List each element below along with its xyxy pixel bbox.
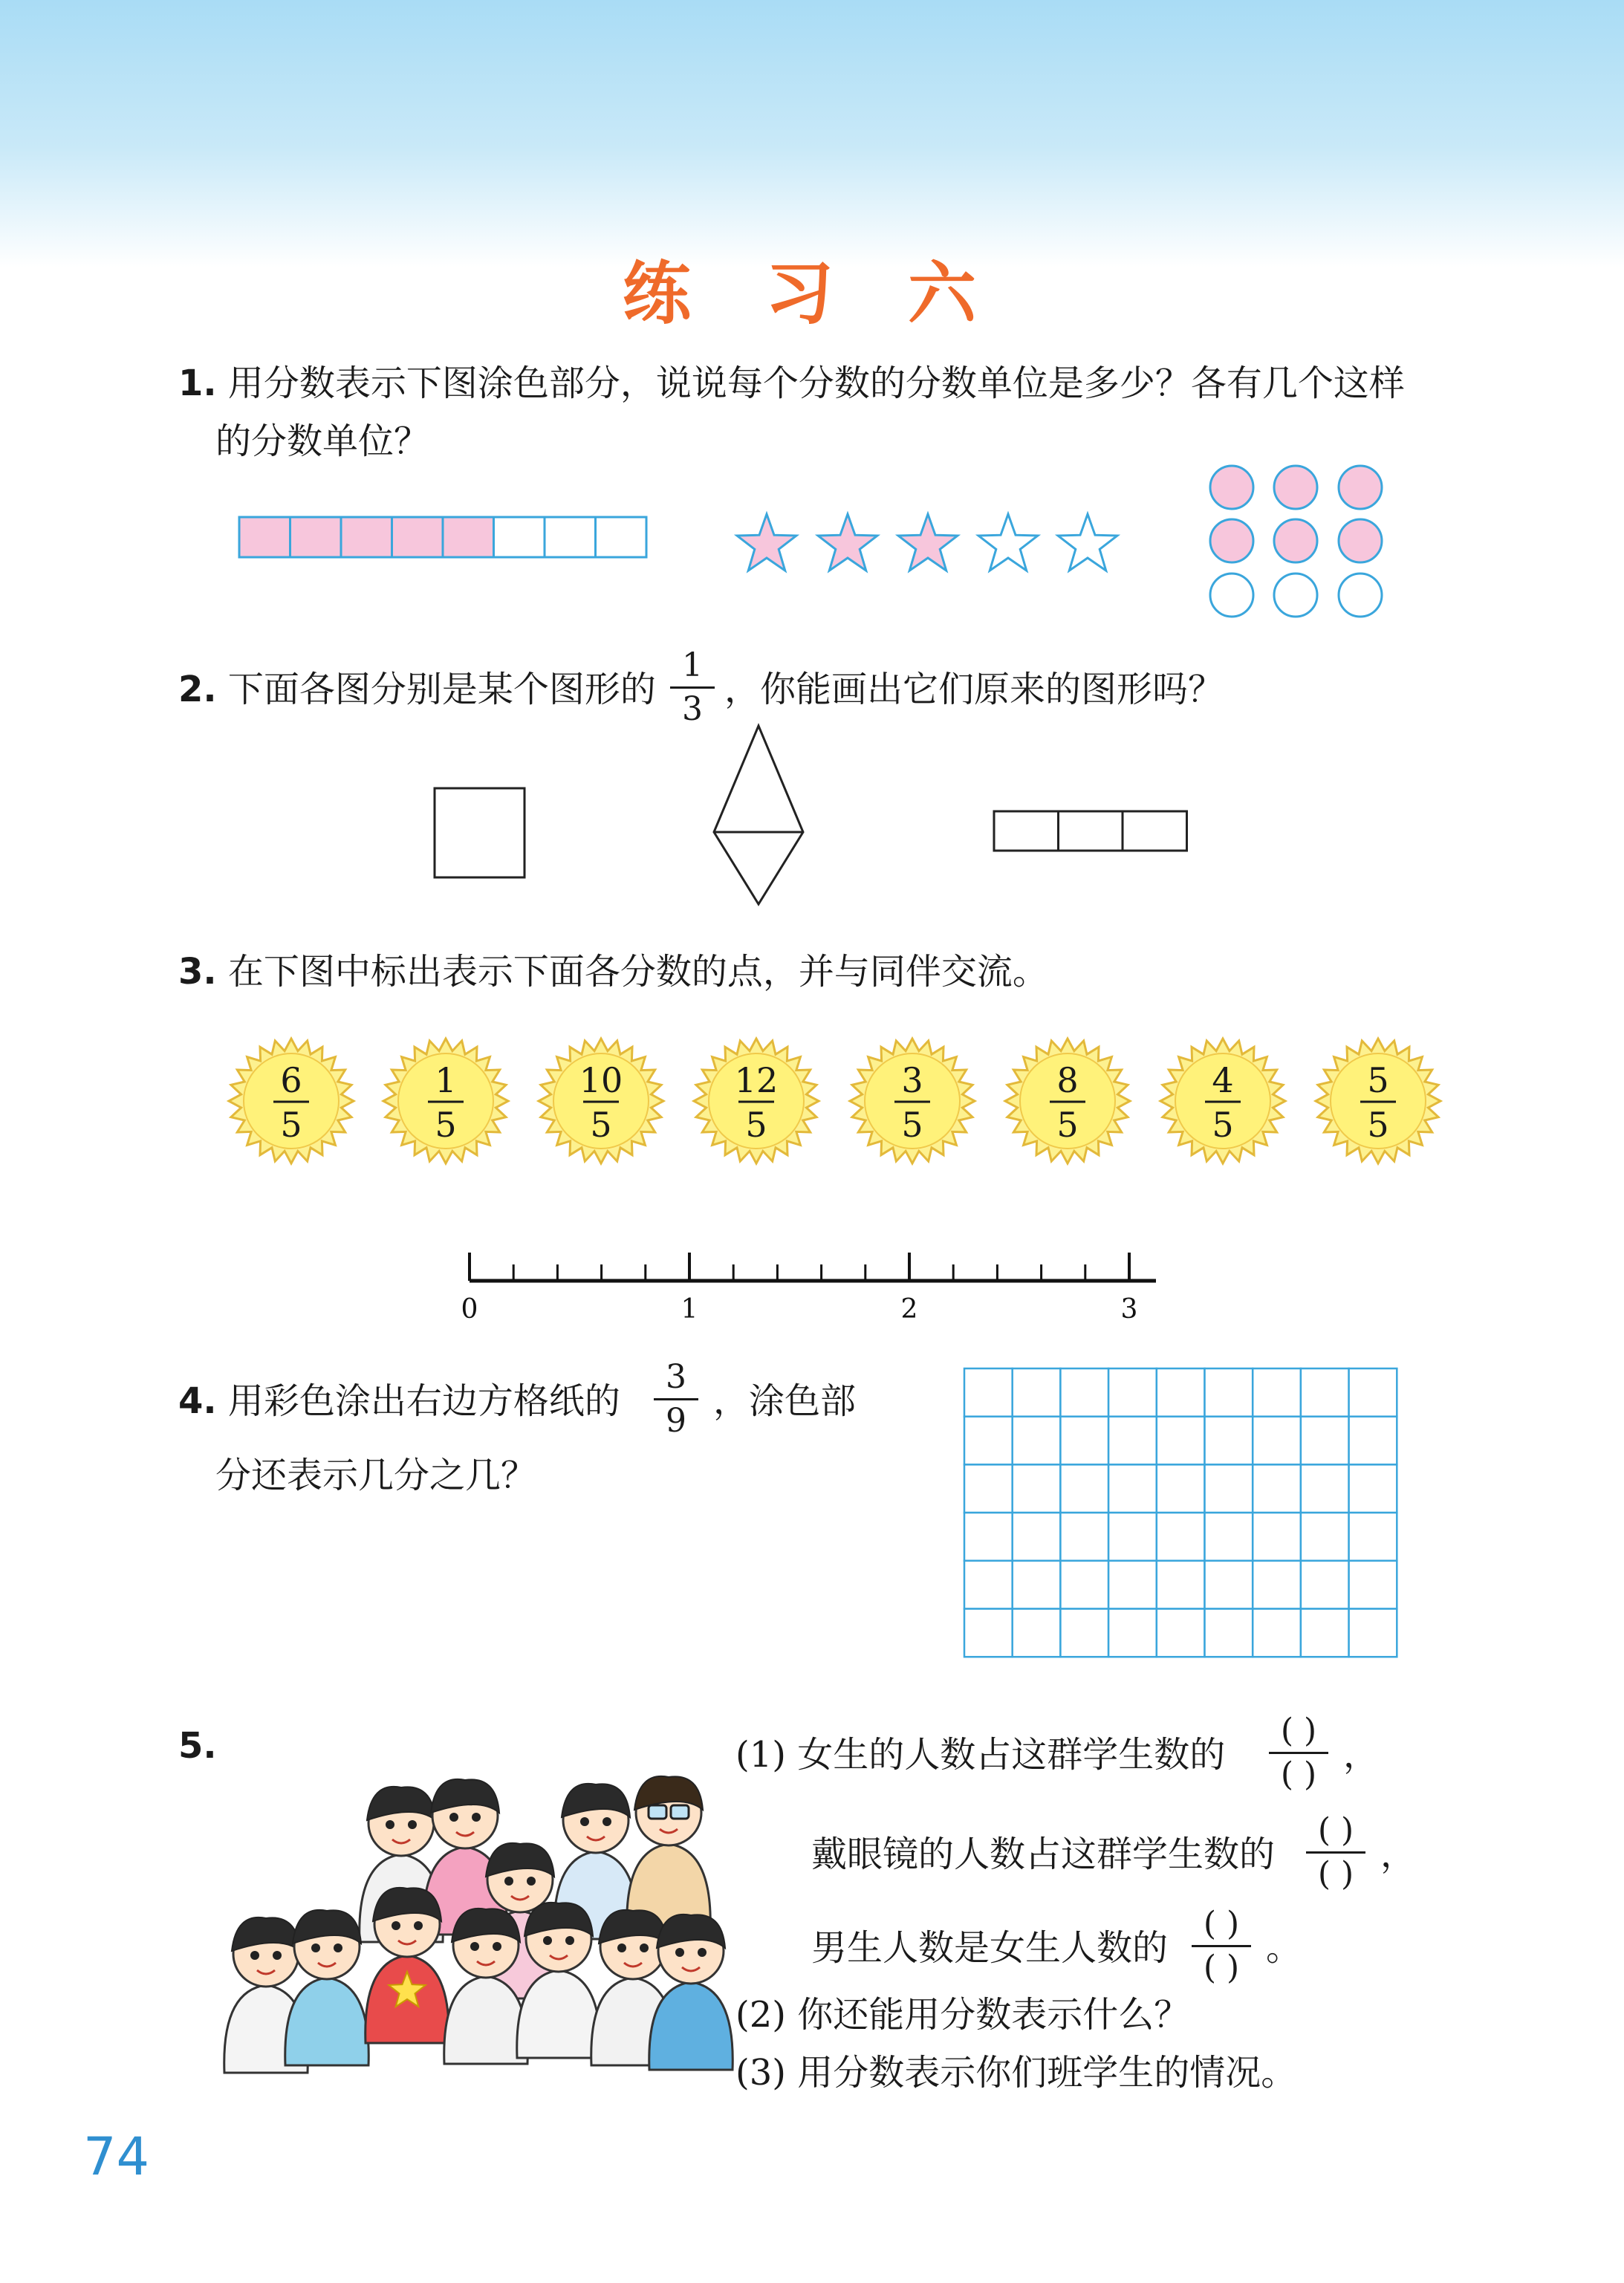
sun-fraction-den: 5 [1367,1105,1389,1145]
child-eye [392,1921,400,1930]
circle-dot [1210,519,1253,562]
grid-cell [1349,1368,1397,1417]
child-eye [386,1820,394,1829]
grid-cell [1108,1368,1157,1417]
grid-cell [964,1417,1013,1465]
grid-cell [1253,1368,1301,1417]
square-shape [435,788,524,877]
grid-cell [1349,1417,1397,1465]
circle-dot [1274,519,1317,562]
grid-cell [1301,1513,1349,1561]
q1-text: 用分数表示下图涂色部分，说说每个分数的分数单位是多少？各有几个这样 [227,363,1405,404]
grid-cell [1108,1464,1157,1513]
sun-fraction-den: 5 [280,1105,302,1145]
grid-cell [1060,1561,1108,1609]
grid-cell [1013,1417,1061,1465]
q5-blank-3 [1192,1903,1251,1989]
circle-dot [1274,466,1317,509]
sun-fraction-num: 1 [435,1060,457,1100]
q5-line4: (2) 你还能用分数表示什么？ [735,1994,1190,2036]
grid-cell [1205,1609,1253,1657]
circle-dot [1210,574,1253,617]
grid-cell [1013,1561,1061,1609]
q3-number: 3. [178,951,217,993]
grid-cell [1013,1368,1061,1417]
grid-cell [1349,1513,1397,1561]
grid-cell [1301,1368,1349,1417]
q2-text-after: ，你能画出它们原来的图形吗？ [724,669,1224,710]
child-eye [565,1936,574,1945]
number-line-label: 0 [461,1294,478,1325]
grid-cell [1157,1417,1205,1465]
child-eye [640,1943,649,1952]
strip-cell [994,811,1059,851]
q4-text-before: 用彩色涂出右边方格纸的 [227,1380,620,1422]
grid-cell [1253,1417,1301,1465]
child-body [285,1978,369,2065]
grid-cell [1205,1417,1253,1465]
child-eye [602,1817,611,1826]
grid-cell [1060,1368,1108,1417]
q5-blank-3-den: ( ) [1192,1945,1251,1989]
grid-cell [1301,1561,1349,1609]
grid-cell [1013,1464,1061,1513]
q5-number: 5. [178,1725,217,1767]
q5-line2-end: ， [1380,1834,1417,1875]
q5-line3: 男生人数是女生人数的 [811,1927,1169,1969]
star-icon [898,514,958,571]
q4-text-a [178,1373,620,1429]
q5-blank-1-num: ( ) [1280,1712,1317,1750]
child-eye [504,1877,513,1886]
q5-blank-1-den: ( ) [1269,1752,1328,1796]
q5-blank-2-den: ( ) [1306,1851,1365,1895]
sun-fraction-den: 5 [745,1105,767,1145]
circle-dot [1339,519,1382,562]
q4-frac-num: 3 [666,1358,686,1396]
grid-cell [1349,1464,1397,1513]
glasses-icon [671,1805,689,1819]
q4-fraction [654,1357,698,1442]
circle-dot [1274,574,1317,617]
grid-cell [1108,1609,1157,1657]
grid-cell [1013,1513,1061,1561]
child-eye [449,1813,458,1822]
grid-cell [964,1513,1013,1561]
sun-fraction-num: 4 [1212,1060,1234,1100]
page-number: 74 [83,2126,150,2187]
child-eye [250,1951,259,1960]
q2-frac-num: 1 [682,646,703,684]
sun-fraction-den: 5 [1056,1105,1079,1145]
bar-cell [290,517,342,557]
sun-fraction-num: 8 [1056,1060,1079,1100]
q2-frac-den: 3 [670,686,715,730]
bar-cell [239,517,290,557]
grid-cell [1253,1513,1301,1561]
star-icon [818,514,877,571]
child-eye [334,1943,342,1952]
child-eye [311,1943,320,1952]
q5-line1: (1) 女生的人数占这群学生数的 [735,1734,1226,1776]
bar-cell [341,517,392,557]
sun-fraction-den: 5 [901,1105,923,1145]
grid-cell [1253,1609,1301,1657]
q2-text-before: 下面各图分别是某个图形的 [227,669,656,710]
grid-cell [1205,1368,1253,1417]
q2-text-a [178,661,656,718]
q4-text-after: ，涂色部 [713,1380,857,1422]
page-title: 练 习 六 [622,253,1002,334]
sun-fraction-den: 5 [1212,1105,1234,1145]
grid-cell [1205,1513,1253,1561]
q2-fraction [670,645,715,730]
grid-cell [1301,1609,1349,1657]
q5-line3-end: 。 [1266,1927,1302,1969]
star-icon [1058,514,1117,571]
grid-cell [1060,1513,1108,1561]
child-eye [472,1813,481,1822]
q5-blank-2 [1306,1810,1365,1895]
strip-cell [1123,811,1187,851]
grid-cell [964,1464,1013,1513]
q5-blank-2-num: ( ) [1317,1811,1354,1849]
grid-cell [1060,1609,1108,1657]
grid-cell [1157,1609,1205,1657]
sun-fraction-den: 5 [590,1105,612,1145]
grid-cell [964,1609,1013,1657]
grid-cell [1108,1513,1157,1561]
q4-number: 4. [178,1380,217,1422]
child-eye [408,1820,417,1829]
number-line-label: 2 [900,1294,918,1325]
bar-cell [545,517,596,557]
child-eye [698,1948,707,1957]
bar-cell [596,517,647,557]
q5-blank-3-num: ( ) [1203,1905,1240,1943]
q5-line1-end: ， [1343,1734,1380,1776]
child-eye [580,1817,589,1826]
grid-cell [964,1561,1013,1609]
grid-cell [1205,1464,1253,1513]
number-line-label: 3 [1120,1294,1138,1325]
strip-cell [1059,811,1123,851]
circle-dot [1339,466,1382,509]
q4-text-line2: 分还表示几分之几？ [215,1455,537,1496]
grid-cell [1157,1513,1205,1561]
number-line-label: 1 [681,1294,698,1325]
grid-cell [1157,1368,1205,1417]
sun-fraction-num: 12 [734,1060,779,1100]
star-icon [737,514,796,571]
grid-cell [1108,1417,1157,1465]
sun-fraction-num: 6 [280,1060,302,1100]
bar-cell [494,517,545,557]
q2-number: 2. [178,669,217,710]
bar-cell [392,517,444,557]
grid-cell [1108,1561,1157,1609]
child-eye [543,1936,552,1945]
q1-number: 1. [178,363,217,404]
grid-cell [1060,1464,1108,1513]
circle-dot [1339,574,1382,617]
grid-cell [1205,1561,1253,1609]
grid-cell [1253,1464,1301,1513]
sun-fraction-num: 10 [579,1060,623,1100]
child-eye [273,1951,282,1960]
q4-frac-den: 9 [654,1398,698,1442]
glasses-icon [649,1805,666,1819]
rhombus-shape [714,726,803,904]
star-icon [978,514,1038,571]
child-eye [617,1943,626,1952]
sun-fraction-den: 5 [435,1105,457,1145]
grid-cell [1157,1464,1205,1513]
q3-text-body: 在下图中标出表示下面各分数的点，并与同伴交流。 [227,951,1048,993]
grid-cell [1013,1609,1061,1657]
child-eye [414,1921,423,1930]
circle-dot [1210,466,1253,509]
grid-cell [1253,1561,1301,1609]
sun-fraction-num: 3 [901,1060,923,1100]
child-eye [493,1942,501,1951]
grid-cell [1157,1561,1205,1609]
q3-text [178,944,1048,1000]
q5-blank-1 [1269,1710,1328,1796]
grid-cell [1301,1417,1349,1465]
grid-cell [1301,1464,1349,1513]
child-eye [470,1942,479,1951]
grid-cell [1060,1417,1108,1465]
sun-fraction-num: 5 [1367,1060,1389,1100]
child-eye [675,1948,684,1957]
grid-cell [1349,1609,1397,1657]
child-eye [527,1877,536,1886]
q1-text-line2: 的分数单位？ [215,420,430,462]
q5-line5: (3) 用分数表示你们班学生的情况。 [735,2052,1297,2094]
grid-cell [1349,1561,1397,1609]
bar-cell [443,517,494,557]
q5-line2: 戴眼镜的人数占这群学生数的 [811,1834,1276,1875]
grid-cell [964,1368,1013,1417]
